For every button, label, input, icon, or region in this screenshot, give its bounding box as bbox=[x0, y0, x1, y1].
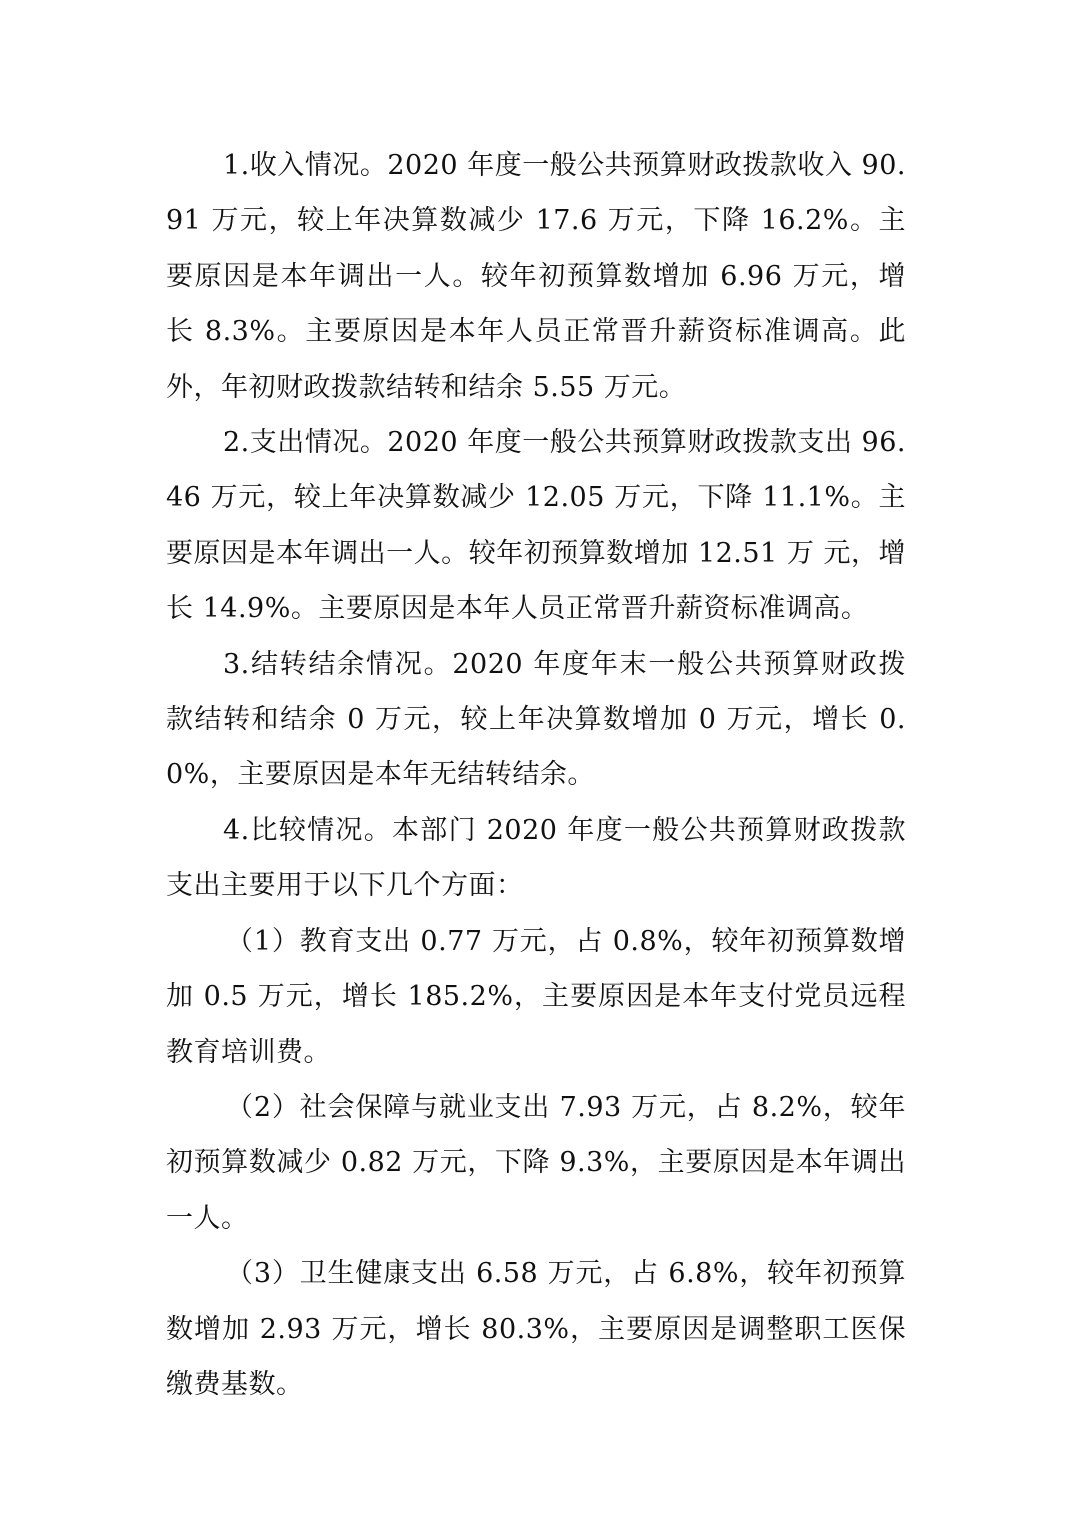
paragraph-social-security: （2）社会保障与就业支出 7.93 万元，占 8.2%，较年初预算数减少 0.82 万元，下降 9.3%，主要原因是本年调出一人。 bbox=[166, 1091, 906, 1234]
body-text bbox=[166, 138, 906, 1412]
paragraph-expenditure: 2.支出情况。2020 年度一般公共预算财政拨款支出 96.46 万元，较上年决算数减少 12.05 万元，下降 11.1%。主要原因是本年调出一人。较年初预算数增加 12.51 万 元，增长 14.9%。主要原因是本年人员正常晋升薪资标准调高。 bbox=[166, 427, 906, 625]
paragraph-health: （3）卫生健康支出 6.58 万元，占 6.8%，较年初预算数增加 2.93 万元，增长 80.3%，主要原因是调整职工医保缴费基数。 bbox=[166, 1258, 906, 1400]
paragraph-carryover: 3.结转结余情况。2020 年度年末一般公共预算财政拨款结转和结余 0 万元，较上年决算数增加 0 万元，增长 0.0%，主要原因是本年无结转结余。 bbox=[166, 648, 906, 791]
paragraph-income: 1.收入情况。2020 年度一般公共预算财政拨款收入 90.91 万元，较上年决算数减少 17.6 万元，下降 16.2%。主要原因是本年调出一人。较年初预算数增加 6.96 万元，增长 8.3%。主要原因是本年人员正常晋升薪资标准调高。此外，年初财政拨款结转和结余 5.55 万元。 bbox=[166, 150, 906, 403]
paragraph-comparison: 4.比较情况。本部门 2020 年度一般公共预算财政拨款支出主要用于以下几个方面： bbox=[166, 814, 906, 902]
paragraph-education: （1）教育支出 0.77 万元，占 0.8%，较年初预算数增加 0.5 万元，增长 185.2%，主要原因是本年支付党员远程教育培训费。 bbox=[166, 925, 906, 1068]
